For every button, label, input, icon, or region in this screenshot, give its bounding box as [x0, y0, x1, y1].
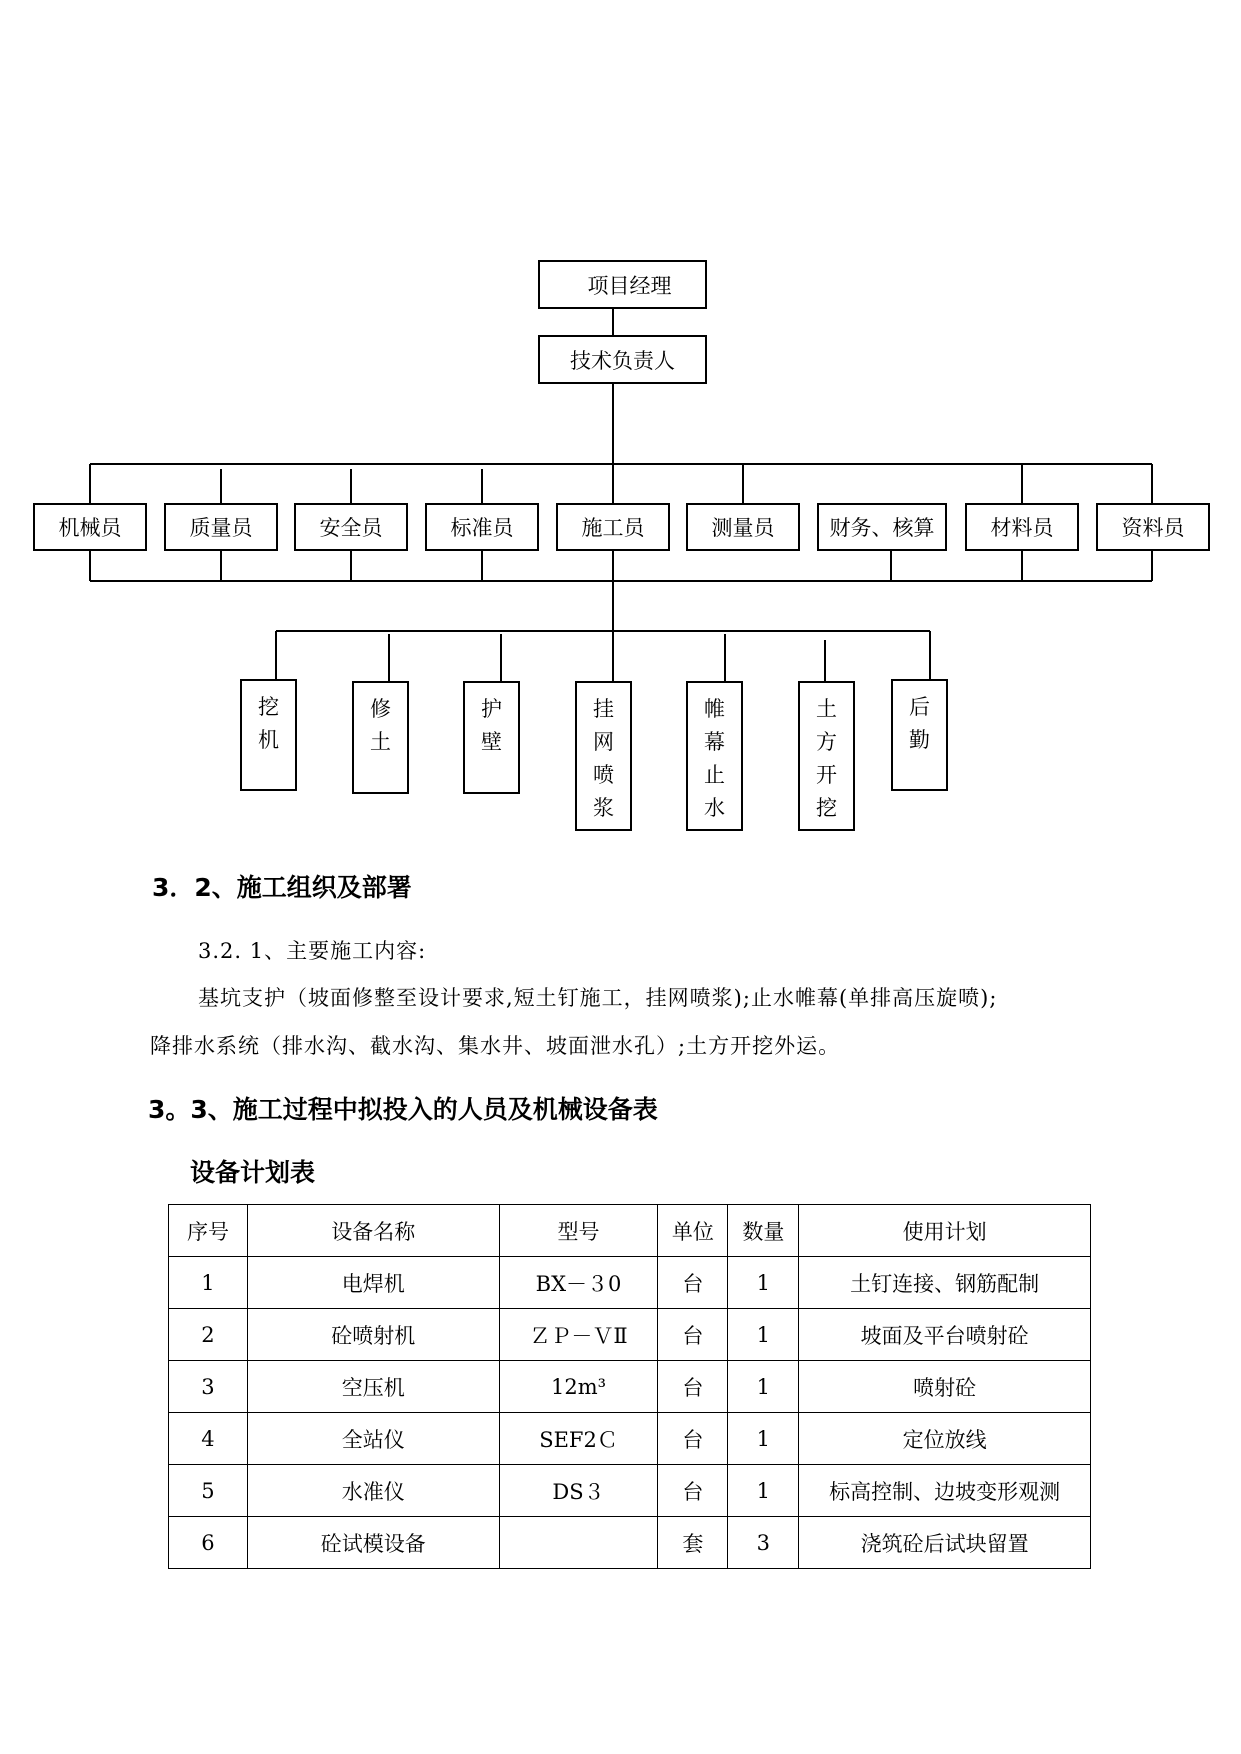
- team-char: 机: [258, 728, 279, 752]
- table-cell: 1: [728, 1361, 799, 1413]
- table-cell: 砼试模设备: [247, 1517, 499, 1569]
- team-char: 土: [816, 697, 837, 721]
- table-cell: 1: [728, 1257, 799, 1309]
- table-row: [169, 1361, 1091, 1413]
- team-char: 土: [370, 730, 391, 754]
- table-row: [169, 1465, 1091, 1517]
- table-cell: 1: [728, 1465, 799, 1517]
- org-box-team: [798, 681, 855, 831]
- table-cell: 浇筑砼后试块留置: [799, 1517, 1091, 1569]
- table-row: [169, 1517, 1091, 1569]
- table-cell: 套: [658, 1517, 728, 1569]
- org-box-role: 标准员: [425, 503, 539, 551]
- org-box-team: [463, 681, 520, 794]
- table-cell: 1: [169, 1257, 248, 1309]
- table-cell: 1: [728, 1413, 799, 1465]
- table-cell: 台: [658, 1465, 728, 1517]
- table-cell: 6: [169, 1517, 248, 1569]
- table-header-cell: 单位: [658, 1205, 728, 1257]
- table-cell: 定位放线: [799, 1413, 1091, 1465]
- table-header-cell: 数量: [728, 1205, 799, 1257]
- team-char: 后: [909, 695, 930, 719]
- team-char: 水: [704, 796, 725, 820]
- table-cell: 4: [169, 1413, 248, 1465]
- section-heading-3-3: 3。3、施工过程中拟投入的人员及机械设备表: [148, 1095, 658, 1124]
- table-cell: 喷射砼: [799, 1361, 1091, 1413]
- team-char: 勤: [909, 728, 930, 752]
- team-char: 止: [704, 763, 725, 787]
- team-char: 方: [816, 730, 837, 754]
- org-box-role: 测量员: [686, 503, 800, 551]
- team-char: 帷: [704, 697, 725, 721]
- org-box-role: 施工员: [556, 503, 670, 551]
- team-char: 修: [370, 697, 391, 721]
- table-row: [169, 1257, 1091, 1309]
- table-cell: 3: [728, 1517, 799, 1569]
- table-cell: ＺＰ－ＶⅡ: [499, 1309, 658, 1361]
- table-cell: 1: [728, 1309, 799, 1361]
- org-box-project-manager: 项目经理: [538, 260, 707, 309]
- table-header-cell: 序号: [169, 1205, 248, 1257]
- table-cell: 2: [169, 1309, 248, 1361]
- org-box-team: [240, 679, 297, 791]
- table-cell: 土钉连接、钢筋配制: [799, 1257, 1091, 1309]
- paragraph-line: 基坑支护（坡面修整至设计要求,短土钉施工，挂网喷浆);止水帷幕(单排高压旋喷);: [198, 986, 998, 1010]
- org-box-role: 质量员: [164, 503, 278, 551]
- table-header-cell: 设备名称: [247, 1205, 499, 1257]
- team-char: 网: [593, 730, 614, 754]
- team-char: 挂: [593, 697, 614, 721]
- table-cell: 台: [658, 1257, 728, 1309]
- org-box-role: 安全员: [294, 503, 408, 551]
- table-cell: 12m³: [499, 1361, 658, 1413]
- table-cell: 台: [658, 1361, 728, 1413]
- org-box-team: [891, 679, 948, 791]
- table-cell: DS３: [499, 1465, 658, 1517]
- table-cell: 坡面及平台喷射砼: [799, 1309, 1091, 1361]
- table-header-row: [169, 1205, 1091, 1257]
- table-cell: 砼喷射机: [247, 1309, 499, 1361]
- org-box-team: [352, 681, 409, 794]
- org-box-role: 机械员: [33, 503, 147, 551]
- table-header-cell: 使用计划: [799, 1205, 1091, 1257]
- table-cell: 台: [658, 1413, 728, 1465]
- table-title: 设备计划表: [190, 1158, 316, 1187]
- section-heading-3-2: 3．2、施工组织及部署: [152, 873, 412, 902]
- equipment-table: [168, 1204, 1091, 1569]
- table-cell: 全站仪: [247, 1413, 499, 1465]
- org-box-technical-lead: 技术负责人: [538, 335, 707, 384]
- team-char: 壁: [481, 730, 502, 754]
- table-cell: 5: [169, 1465, 248, 1517]
- team-char: 浆: [593, 796, 614, 820]
- org-box-team: [575, 681, 632, 831]
- paragraph-line: 降排水系统（排水沟、截水沟、集水井、坡面泄水孔）;土方开挖外运。: [150, 1034, 841, 1058]
- org-box-role: 材料员: [965, 503, 1079, 551]
- team-char: 挖: [816, 796, 837, 820]
- table-row: [169, 1309, 1091, 1361]
- table-cell: 标高控制、边坡变形观测: [799, 1465, 1091, 1517]
- table-cell: [499, 1517, 658, 1569]
- table-cell: 空压机: [247, 1361, 499, 1413]
- table-cell: 水准仪: [247, 1465, 499, 1517]
- table-cell: BX－３0: [499, 1257, 658, 1309]
- team-char: 喷: [593, 763, 614, 787]
- org-box-role: 资料员: [1096, 503, 1210, 551]
- table-cell: 3: [169, 1361, 248, 1413]
- table-cell: SEF2Ｃ: [499, 1413, 658, 1465]
- table-cell: 电焊机: [247, 1257, 499, 1309]
- table-cell: 台: [658, 1309, 728, 1361]
- org-box-role: 财务、核算: [817, 503, 947, 551]
- team-char: 挖: [258, 695, 279, 719]
- table-header-cell: 型号: [499, 1205, 658, 1257]
- team-char: 幕: [704, 730, 725, 754]
- table-row: [169, 1413, 1091, 1465]
- team-char: 开: [816, 763, 837, 787]
- subsection-title-3-2-1: 3.2. 1、主要施工内容:: [198, 939, 427, 963]
- org-box-team: [686, 681, 743, 831]
- team-char: 护: [481, 697, 502, 721]
